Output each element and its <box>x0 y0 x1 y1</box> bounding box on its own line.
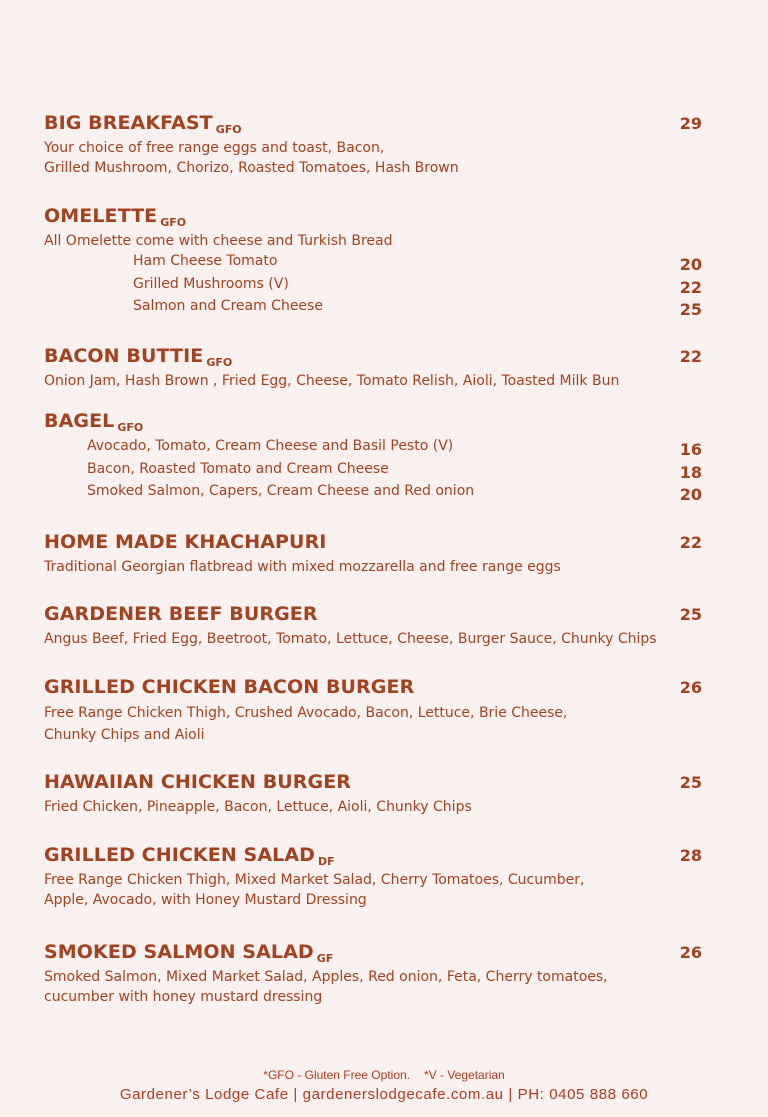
title-row <box>44 844 704 870</box>
item-description: Onion Jam, Hash Brown , Fried Egg, Cheese, Tomato Relish, Aioli, Toasted Milk Bun <box>44 373 620 389</box>
title-row <box>44 941 704 967</box>
item-price: 25 <box>679 605 702 624</box>
footnote-vegetarian: *V - Vegetarian <box>424 1068 505 1082</box>
item-title: SMOKED SALMON SALAD <box>44 941 314 963</box>
item-price: 26 <box>679 943 702 962</box>
dietary-tag: GFO <box>215 123 242 136</box>
title-row <box>44 771 704 797</box>
menu-item-omelette <box>44 205 704 319</box>
dietary-tag: GFO <box>117 421 144 434</box>
item-title: OMELETTE <box>44 205 158 227</box>
option-row <box>87 436 704 459</box>
menu-item-chicken-salad <box>44 844 704 910</box>
item-price: 26 <box>679 678 702 697</box>
menu-item-salmon-salad <box>44 941 704 1007</box>
item-title: GRILLED CHICKEN BACON BURGER <box>44 676 415 698</box>
menu-item-bacon-buttie <box>44 345 704 391</box>
option-price: 25 <box>679 300 702 319</box>
item-price: 28 <box>679 846 702 865</box>
menu-item-hawaiian-burger <box>44 771 704 817</box>
menu-item-bagel <box>44 410 704 504</box>
footnote-gfo: *GFO - Gluten Free Option. <box>263 1068 410 1082</box>
item-description: Fried Chicken, Pineapple, Bacon, Lettuce, Aioli, Chunky Chips <box>44 799 472 815</box>
item-title: HAWAIIAN CHICKEN BURGER <box>44 771 352 793</box>
option-row <box>133 251 704 274</box>
title-row <box>44 205 704 231</box>
title-row <box>44 676 704 702</box>
dietary-tag: DF <box>318 855 335 868</box>
item-price: 22 <box>679 347 702 366</box>
item-description: All Omelette come with cheese and Turkish Bread <box>44 233 393 249</box>
item-title: BACON BUTTIE <box>44 345 204 367</box>
option-price: 22 <box>679 277 702 297</box>
item-description: Free Range Chicken Thigh, Crushed Avocado, Bacon, Lettuce, Brie Cheese, Chunky Chips and Aioli <box>44 705 568 743</box>
option-row <box>87 459 704 482</box>
dietary-tag: GF <box>316 952 334 965</box>
option-row <box>87 481 704 504</box>
dietary-tag: GFO <box>160 216 187 229</box>
option-name: Salmon and Cream Cheese <box>133 298 323 314</box>
item-description: Angus Beef, Fried Egg, Beetroot, Tomato, Lettuce, Cheese, Burger Sauce, Chunky Chips <box>44 631 657 647</box>
item-price: 25 <box>679 773 702 792</box>
footnote <box>0 1068 768 1082</box>
item-description: Traditional Georgian flatbread with mixed mozzarella and free range eggs <box>44 559 561 575</box>
item-title: GARDENER BEEF BURGER <box>44 603 318 625</box>
item-description: Smoked Salmon, Mixed Market Salad, Apples, Red onion, Feta, Cherry tomatoes, cucumber with honey mustard dressing <box>44 969 608 1005</box>
item-title: HOME MADE KHACHAPURI <box>44 531 327 553</box>
option-name: Grilled Mushrooms (V) <box>133 275 289 292</box>
title-row <box>44 345 704 371</box>
title-row <box>44 112 704 138</box>
title-row <box>44 531 704 557</box>
option-price: 18 <box>679 462 702 482</box>
option-price: 16 <box>679 440 702 459</box>
menu-item-big-breakfast <box>44 112 704 178</box>
menu-item-chicken-bacon-burger <box>44 676 704 746</box>
option-row <box>133 296 704 319</box>
option-name: Smoked Salmon, Capers, Cream Cheese and Red onion <box>87 483 475 499</box>
item-price: 22 <box>679 533 702 552</box>
option-row <box>133 274 704 297</box>
option-name: Ham Cheese Tomato <box>133 253 278 269</box>
footer-contact: Gardener’s Lodge Cafe | gardenerslodgecafe.com.au | PH: 0405 888 660 <box>119 1086 649 1103</box>
option-name: Bacon, Roasted Tomato and Cream Cheese <box>87 460 389 477</box>
option-price: 20 <box>679 255 702 274</box>
item-title: BIG BREAKFAST <box>44 112 213 134</box>
menu-item-beef-burger <box>44 603 704 649</box>
menu-item-khachapuri <box>44 531 704 577</box>
title-row <box>44 410 704 436</box>
item-title: GRILLED CHICKEN SALAD <box>44 844 316 866</box>
item-description: Free Range Chicken Thigh, Mixed Market Salad, Cherry Tomatoes, Cucumber, Apple, Avocado, with Honey Mustard Dressing <box>44 872 585 908</box>
item-price: 29 <box>679 114 702 133</box>
item-description: Your choice of free range eggs and toast, Bacon, Grilled Mushroom, Chorizo, Roasted Tomatoes, Hash Brown <box>44 140 459 176</box>
item-title: BAGEL <box>44 410 115 432</box>
option-price: 20 <box>679 485 702 504</box>
title-row <box>44 603 704 629</box>
option-name: Avocado, Tomato, Cream Cheese and Basil Pesto (V) <box>87 438 454 454</box>
dietary-tag: GFO <box>206 356 233 369</box>
